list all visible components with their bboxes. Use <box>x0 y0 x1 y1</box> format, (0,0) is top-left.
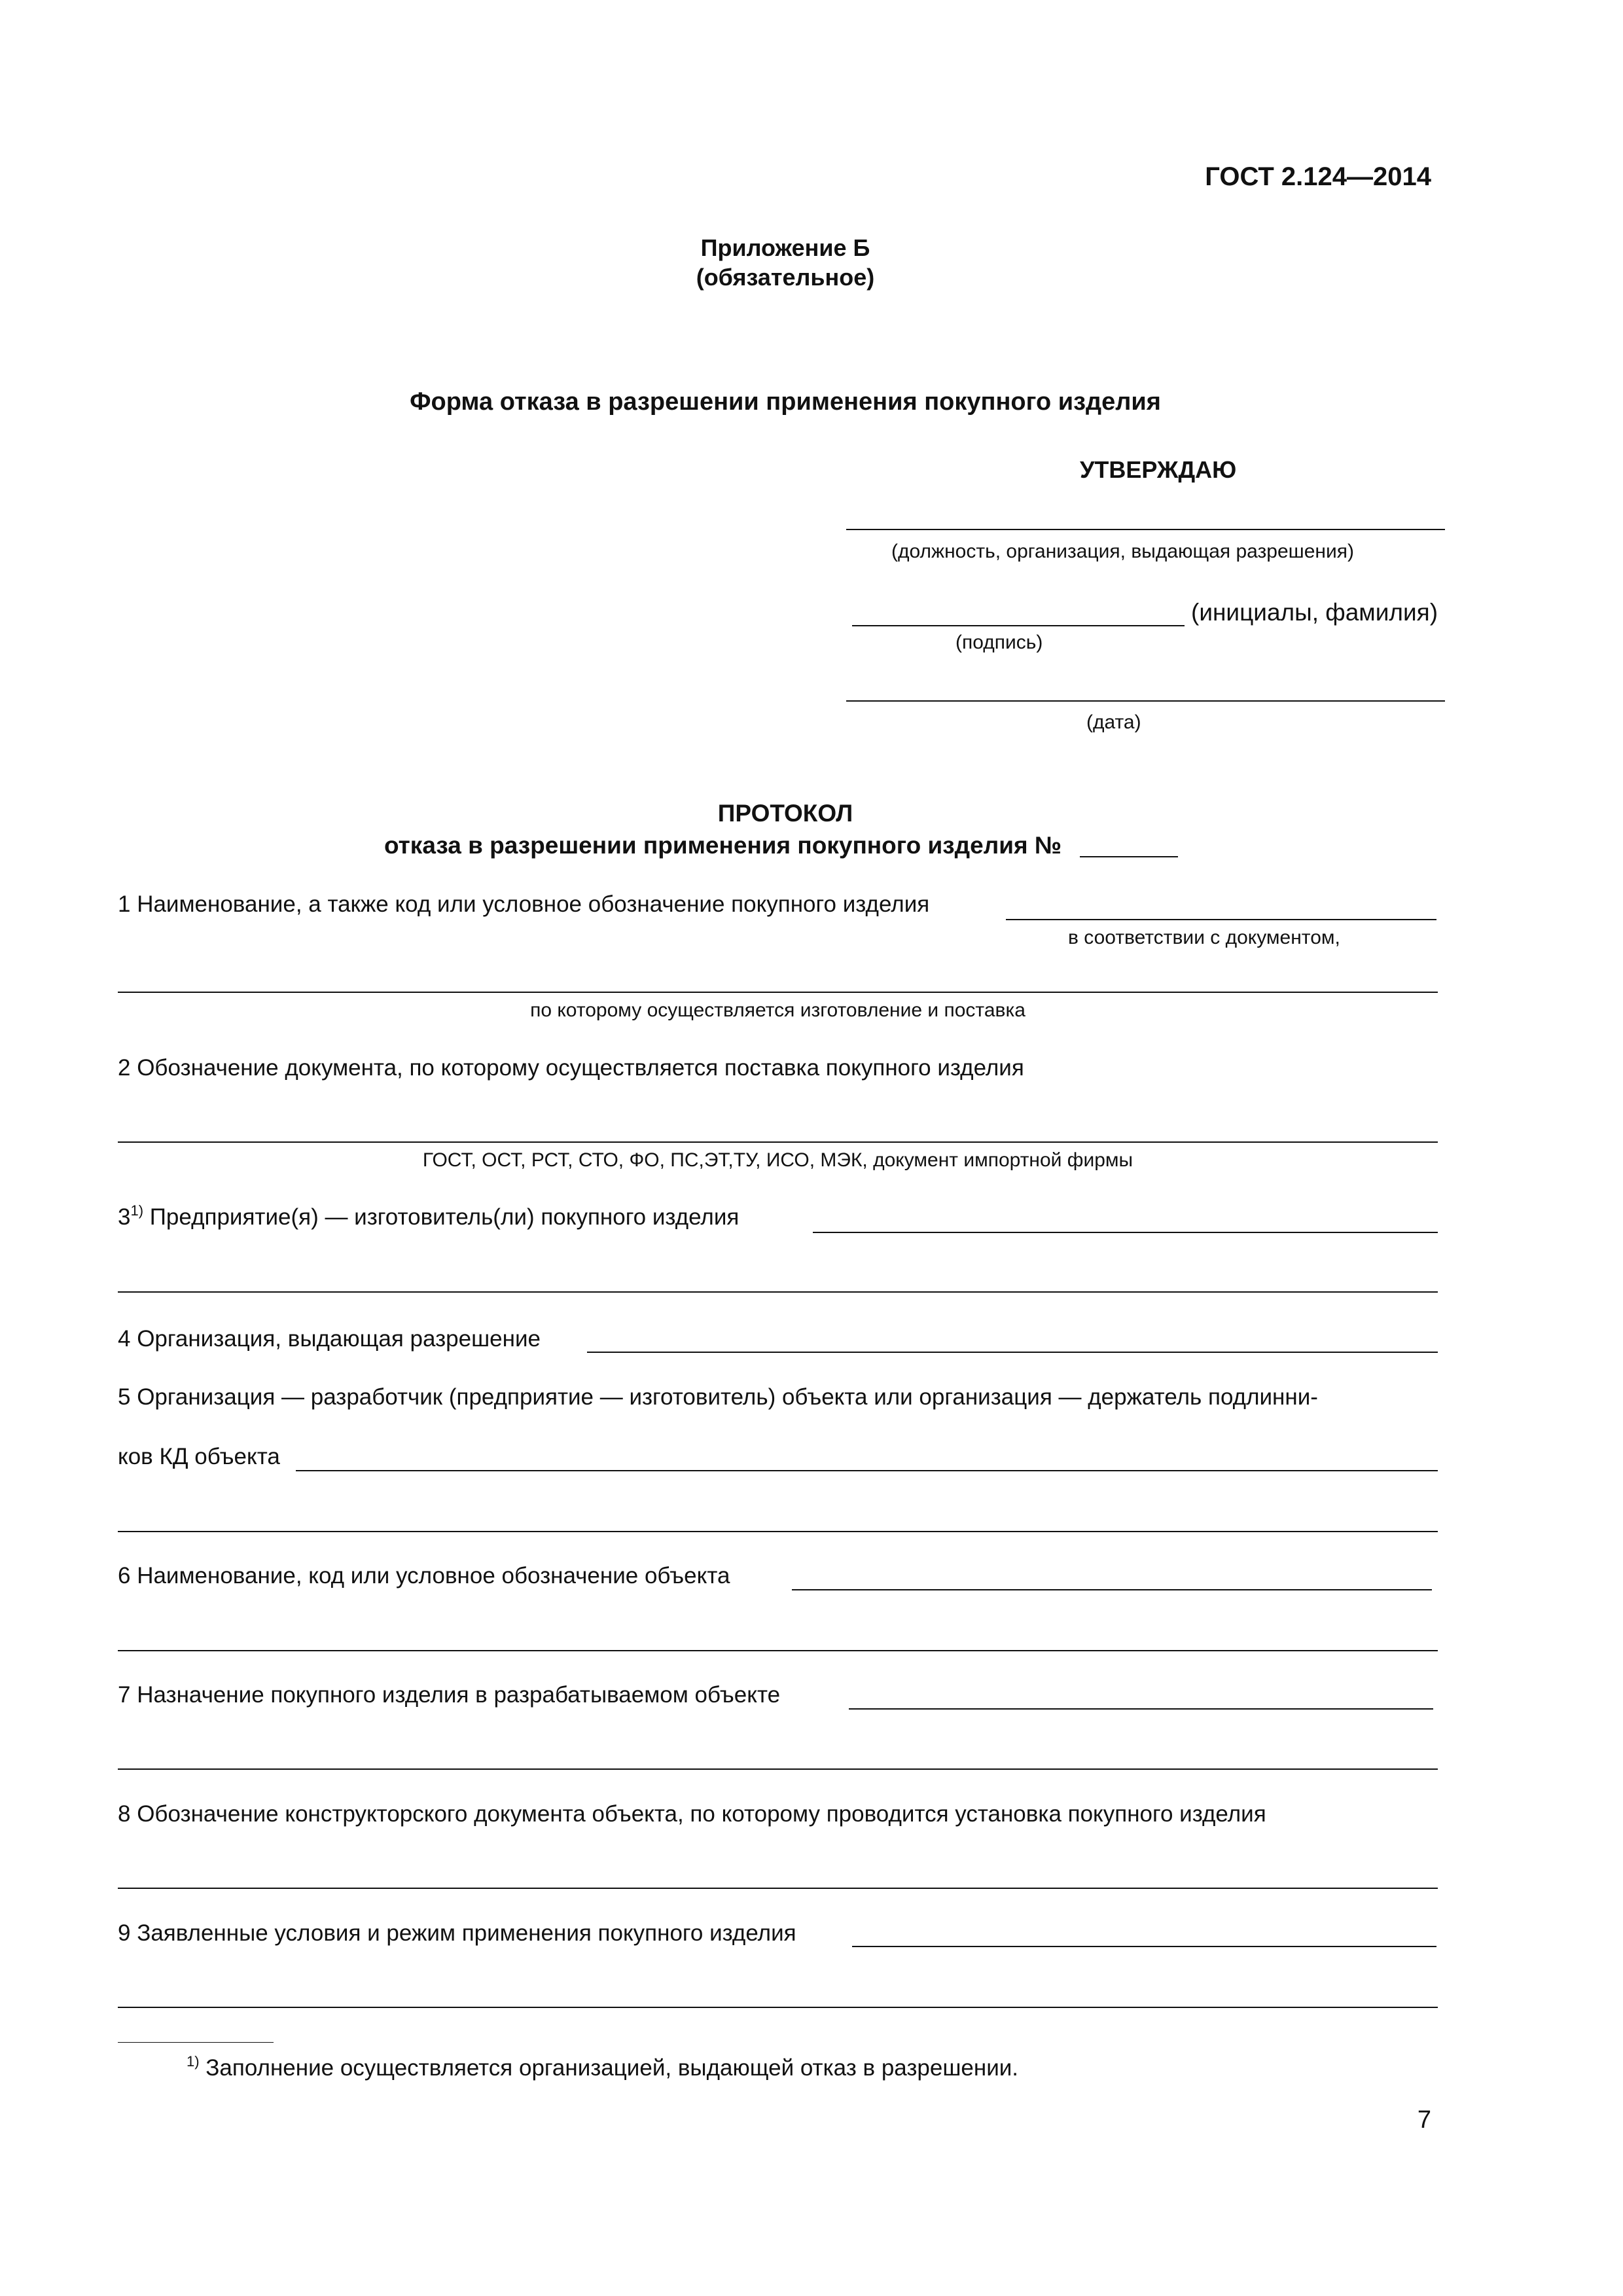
item-2-text: 2 Обозначение документа, по которому осуществляется поставка покупного изделия <box>118 1055 1024 1081</box>
item-6-text: 6 Наименование, код или условное обозначение объекта <box>118 1563 730 1588</box>
item-1-caption-b: по которому осуществляется изготовление и поставка <box>530 999 1026 1021</box>
form-title: Форма отказа в разрешении применения покупного изделия <box>410 388 1161 416</box>
item-1-text: 1 Наименование, а также код или условное обозначение покупного изделия <box>118 891 930 917</box>
item-1-line-b <box>118 992 1438 993</box>
item-9-line-a <box>852 1946 1436 1947</box>
approval-heading: УТВЕРЖДАЮ <box>1080 456 1237 483</box>
date-line <box>846 700 1445 702</box>
position-caption: (должность, организация, выдающая разрешения) <box>891 541 1354 562</box>
item-5-text: 5 Организация — разработчик (предприятие — изготовитель) объекта или организация — держатель подлинни- <box>118 1384 1318 1410</box>
protocol-number-line <box>1080 856 1178 857</box>
item-8-line <box>118 1888 1438 1889</box>
item-6-line-b <box>118 1650 1438 1651</box>
footnote-mark: 1) <box>187 2053 200 2070</box>
position-line <box>846 529 1445 530</box>
item-5-continuation: ков КД объекта <box>118 1444 280 1469</box>
footnote-separator <box>118 2042 274 2043</box>
item-3-line-a <box>813 1232 1438 1233</box>
signature-caption: (подпись) <box>955 632 1043 653</box>
item-3-number: 3 <box>118 1204 131 1230</box>
item-7-line-a <box>849 1708 1433 1710</box>
item-4-line <box>587 1352 1438 1353</box>
item-5-line-a <box>296 1470 1438 1471</box>
item-8-text: 8 Обозначение конструкторского документа объекта, по которому проводится установка покупного изделия <box>118 1801 1266 1827</box>
item-3-line-b <box>118 1291 1438 1293</box>
item-2-line <box>118 1141 1438 1143</box>
protocol-subtitle: отказа в разрешении применения покупного изделия № <box>384 832 1062 859</box>
item-9-line-b <box>118 2007 1438 2008</box>
item-7-line-b <box>118 1768 1438 1770</box>
signature-line <box>852 625 1185 626</box>
item-1-line-a <box>1006 919 1436 920</box>
item-3-label: Предприятие(я) — изготовитель(ли) покупного изделия <box>143 1204 740 1230</box>
initials-label: (инициалы, фамилия) <box>1191 599 1438 626</box>
appendix-title: Приложение Б <box>700 234 870 261</box>
standard-number: ГОСТ 2.124—2014 <box>1205 162 1431 191</box>
item-6-line-a <box>792 1589 1432 1590</box>
protocol-title: ПРОТОКОЛ <box>717 800 853 827</box>
footnote <box>187 2055 1018 2081</box>
appendix-status: (обязательное) <box>696 264 875 291</box>
footnote-text: Заполнение осуществляется организацией, выдающей отказ в разрешении. <box>199 2055 1019 2081</box>
item-7-text: 7 Назначение покупного изделия в разрабатываемом объекте <box>118 1682 781 1708</box>
item-9-text: 9 Заявленные условия и режим применения покупного изделия <box>118 1920 796 1946</box>
date-caption: (дата) <box>1086 711 1141 733</box>
item-5-line-b <box>118 1531 1438 1532</box>
item-1-caption-a: в соответствии с документом, <box>1068 927 1340 948</box>
item-2-caption: ГОСТ, ОСТ, РСТ, СТО, ФО, ПС,ЭТ,ТУ, ИСО, МЭК, документ импортной фирмы <box>422 1149 1133 1171</box>
page-number: 7 <box>1417 2106 1431 2134</box>
item-4-text: 4 Организация, выдающая разрешение <box>118 1326 541 1352</box>
item-3-text <box>118 1204 739 1230</box>
item-3-footnote-mark: 1) <box>130 1202 144 1219</box>
